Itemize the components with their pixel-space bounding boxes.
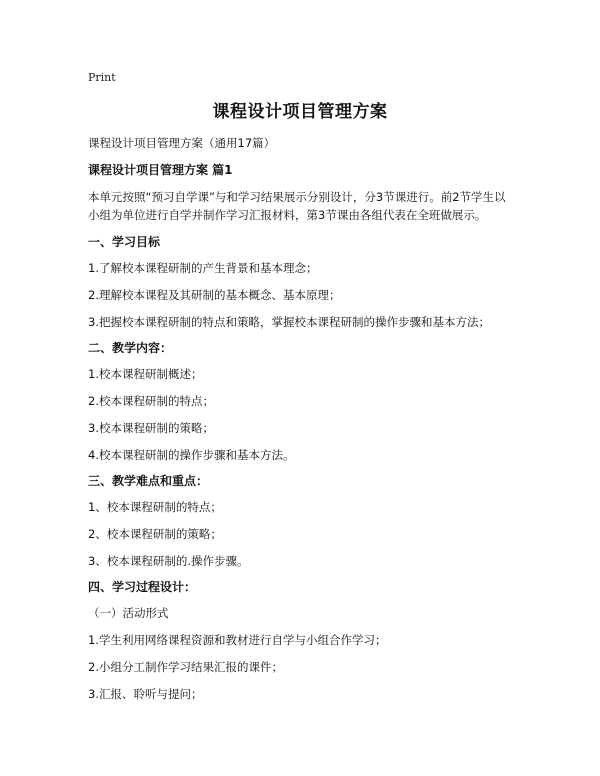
list-item: 3.汇报、聆听与提问； bbox=[88, 687, 203, 701]
list-item: 3.校本课程研制的策略； bbox=[88, 421, 214, 435]
sub-heading-activity-form: （一）活动形式 bbox=[88, 606, 169, 620]
section-heading-process: 四、学习过程设计： bbox=[88, 580, 197, 594]
list-item: 4.校本课程研制的操作步骤和基本方法。 bbox=[88, 448, 295, 462]
intro-paragraph-line2: 小组为单位进行自学并制作学习汇报材料，第3节课由各组代表在全班做展示。 bbox=[88, 208, 487, 222]
list-item: 2.校本课程研制的特点； bbox=[88, 394, 214, 408]
list-item: 1、校本课程研制的特点； bbox=[88, 500, 222, 514]
list-item: 1.学生利用网络课程资源和教材进行自学与小组合作学习； bbox=[88, 633, 387, 647]
print-label: Print bbox=[88, 71, 116, 84]
article-heading: 课程设计项目管理方案 篇1 bbox=[88, 163, 233, 177]
list-item: 2.理解校本课程及其研制的基本概念、基本原理； bbox=[88, 288, 341, 302]
list-item: 1.校本课程研制概述； bbox=[88, 367, 203, 381]
section-heading-difficulties: 三、教学难点和重点： bbox=[88, 474, 209, 488]
section-heading-goals: 一、学习目标 bbox=[88, 235, 161, 249]
list-item: 2、校本课程研制的策略； bbox=[88, 527, 222, 541]
intro-paragraph-line1: 本单元按照“预习自学课”与和学习结果展示分别设计，分3节课进行。前2节学生以 bbox=[88, 190, 506, 204]
list-item: 3、校本课程研制的.操作步骤。 bbox=[88, 554, 249, 568]
list-item: 2.小组分工制作学习结果汇报的课件； bbox=[88, 660, 283, 674]
page-title: 课程设计项目管理方案 bbox=[212, 102, 388, 122]
document-subtitle: 课程设计项目管理方案（通用17篇） bbox=[88, 136, 276, 150]
list-item: 1.了解校本课程研制的产生背景和基本理念； bbox=[88, 261, 318, 275]
document-body bbox=[88, 135, 518, 702]
section-heading-content: 二、教学内容： bbox=[88, 341, 173, 355]
list-item: 3.把握校本课程研制的特点和策略，掌握校本课程研制的操作步骤和基本方法； bbox=[88, 315, 490, 329]
